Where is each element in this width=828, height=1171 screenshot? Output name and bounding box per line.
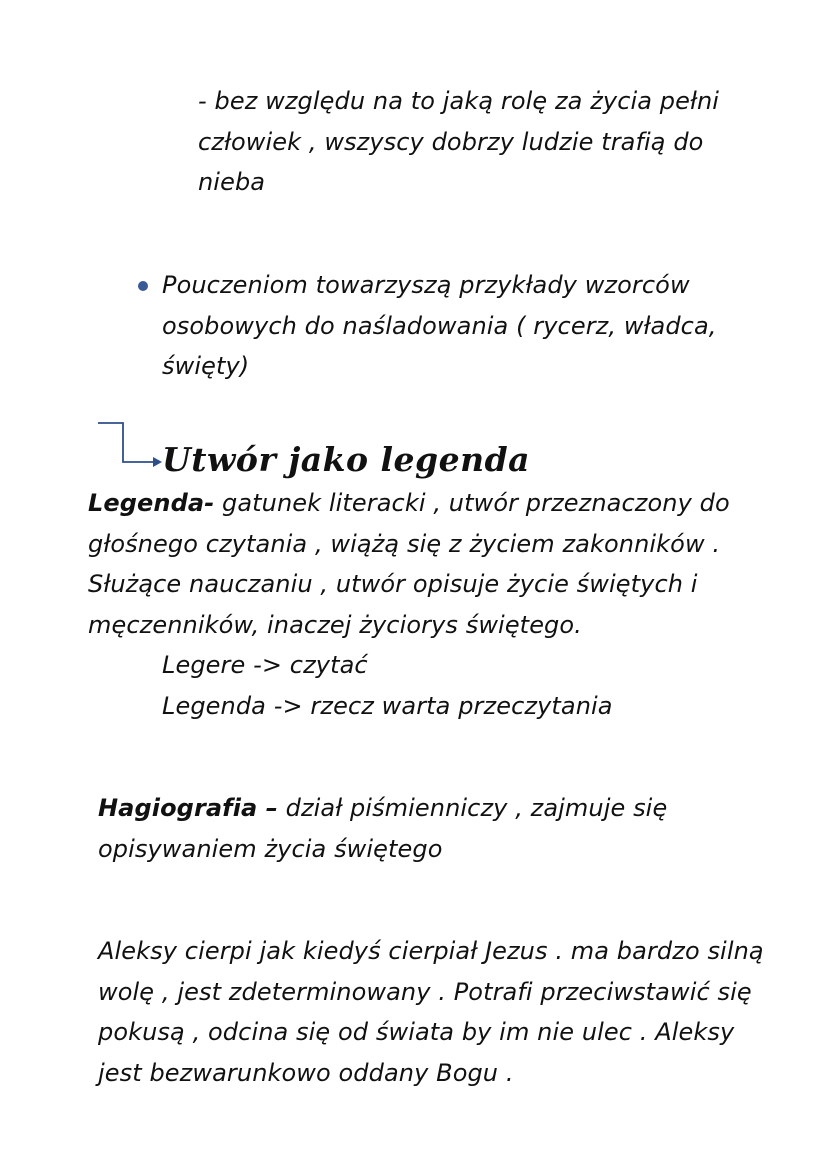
text-line: Służące nauczaniu , utwór opisuje życie świętych i [88,570,698,598]
note-continuation [198,81,719,203]
text-line: nieba [198,168,266,196]
text-line: pokusą , odcina się od świata by im nie ulec . Aleksy [98,1018,735,1046]
text-line: Legenda -> rzecz warta przeczytania [162,691,613,720]
hagiografia-definition [98,788,667,869]
text-line: osobowych do naśladowania ( rycerz, władca, [162,311,717,340]
term-legenda: Legenda- [88,489,215,517]
bullet-icon [138,281,148,291]
definition-first-line [98,788,667,829]
term-hagiografia: Hagiografia – [98,794,278,822]
text-line: Legere -> czytać [162,651,368,679]
text-line: - bez względu na to jaką rolę za życia pełni [198,87,720,115]
legenda-definition [88,483,730,645]
text-line: opisywaniem życia świętego [98,834,443,863]
text-line: człowiek , wszyscy dobrzy ludzie trafią do [198,127,704,156]
text-line: Pouczeniom towarzyszą przykłady wzorców [162,271,690,299]
aleksy-paragraph [98,931,764,1093]
section-heading: Utwór jako legenda [162,440,531,479]
definition-first-line [88,483,730,524]
text-line: głośnego czytania , wiążą się z życiem zakonników . [88,529,721,558]
elbow-arrow-icon [94,418,164,474]
text-line: jest bezwarunkowo oddany Bogu . [98,1058,514,1087]
bullet-list-item [162,265,717,387]
text-line: święty) [162,352,250,380]
definition-text: dział piśmienniczy , zajmuje się [277,794,668,822]
text-line: wolę , jest zdeterminowany . Potrafi przeciwstawić się [98,977,752,1006]
text-line: Aleksy cierpi jak kiedyś cierpiał Jezus . ma bardzo silną [98,937,764,965]
definition-text: gatunek literacki , utwór przeznaczony do [214,489,730,517]
etymology-notes [162,645,613,726]
text-line: męczenników, inaczej życiorys świętego. [88,610,582,639]
